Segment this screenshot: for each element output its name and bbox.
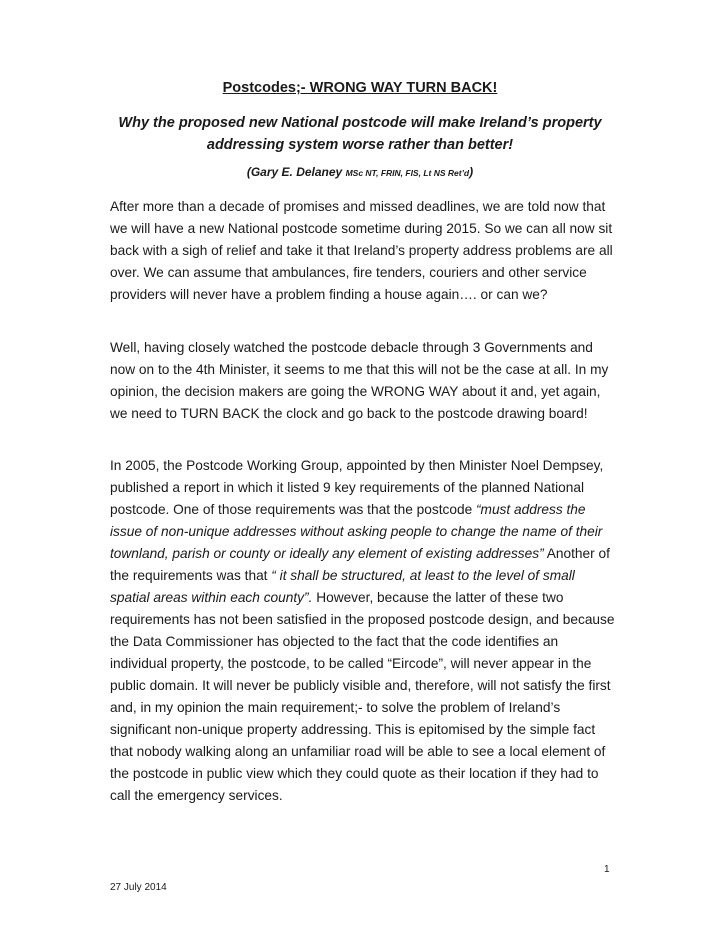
paragraph-debacle: Well, having closely watched the postcode debacle through 3 Governments and now on to the 4th Minister, it seems to me that this will not be the case at all. In my opinion, the decision makers are going the WRONG WAY about it and, yet again, we need to TURN BACK the clock and go back to the postcode drawing board! [110,340,609,421]
page-number: 1 [604,864,610,875]
quote-structured-spatial-areas: “ it shall be structured, at least to the level of small spatial areas within each county”. [110,568,575,605]
author-credentials: MSc NT, FRIN, FIS, Lt NS Ret’d [345,168,470,178]
author-close: ) [469,165,474,179]
document-title: Postcodes;- WRONG WAY TURN BACK! [222,80,498,96]
footer-date: 27 July 2014 [110,882,167,893]
document-subtitle: Why the proposed new National postcode will make Ireland’s property addressing system worse rather than better! [118,115,602,153]
author-name: (Gary E. Delaney [246,165,346,179]
paragraph-requirements-part1: In 2005, the Postcode Working Group, appointed by then Minister Noel Dempsey, published a report in which it listed 9 key requirements of the planned National postcode. One of those requirements was that the postcode [110,458,604,517]
paragraph-requirements-part3: However, because the latter of these two requirements has not been satisfied in the proposed postcode design, and because the Data Commissioner has objected to the fact that the code identifies an individual property, the postcode, to be called “Eircode”, will never appear in the public domain. It will never be publicly visible and, therefore, will not satisfy the first and, in my opinion the main requirement;- to solve the problem of Ireland’s significant non-unique property addressing. This is epitomised by the simple fact that nobody walking along an unfamiliar road will be able to see a local element of the postcode in public view which they could quote as their location if they had to call the emergency services. [110,590,615,803]
paragraph-requirements [110,455,616,807]
quote-non-unique-addresses: “must address the issue of non-unique addresses without asking people to change the name of their townland, parish or county or ideally any element of existing addresses” [110,502,603,561]
paragraph-requirements-part2: Another of the requirements was that [110,546,610,583]
author-line [0,165,720,179]
paragraph-intro: After more than a decade of promises and missed deadlines, we are told now that we will have a new National postcode sometime during 2015. So we can all now sit back with a sigh of relief and take it that Ireland’s property address problems are all over. We can assume that ambulances, fire tenders, couriers and other service providers will never have a problem finding a house again…. or can we? [110,199,613,302]
